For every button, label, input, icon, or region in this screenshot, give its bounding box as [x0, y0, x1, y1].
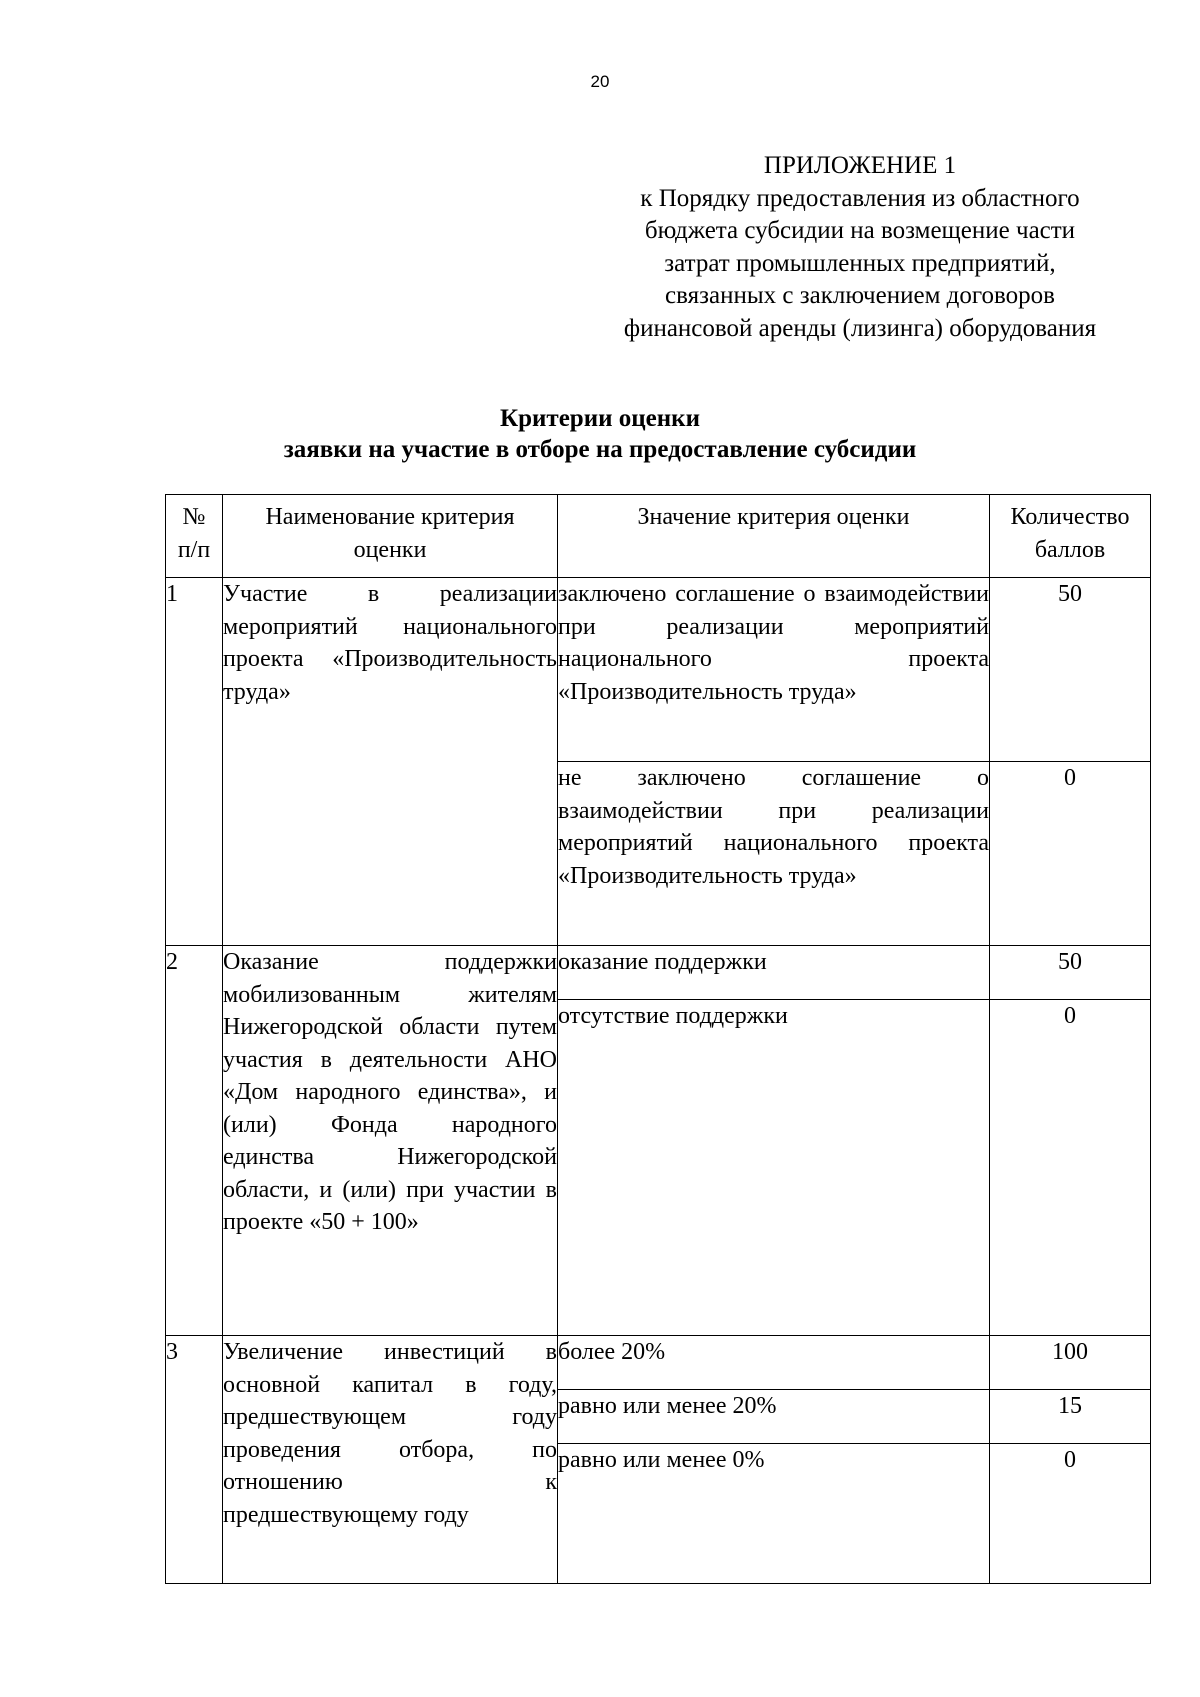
- table-row: [166, 946, 1151, 1000]
- appendix-line: затрат промышленных предприятий,: [664, 249, 1056, 277]
- appendix-line: бюджета субсидии на возмещение части: [644, 217, 1076, 244]
- header-name: Наименование критерия оценки: [223, 495, 558, 578]
- header-value: Значение критерия оценки: [558, 495, 990, 578]
- appendix-header: [540, 150, 1180, 345]
- appendix-line: к Порядку предоставления из областного: [640, 184, 1080, 212]
- criterion-value: заключено соглашение о взаимодействии при реализации мероприятий национального проекта «Производительность труда»: [558, 578, 990, 762]
- header-points: Количество баллов: [990, 495, 1151, 578]
- header-num: № п/п: [166, 495, 223, 578]
- criterion-points: 0: [990, 1444, 1151, 1584]
- criterion-value: не заключено соглашение о взаимодействии при реализации мероприятий национального проекта «Производительность труда»: [558, 762, 990, 946]
- criterion-points: 0: [990, 1000, 1151, 1336]
- appendix-line: связанных с заключением договоров: [665, 282, 1055, 309]
- criterion-number: 3: [166, 1336, 223, 1584]
- page-number: 20: [590, 72, 610, 91]
- criterion-value: равно или менее 0%: [558, 1444, 990, 1584]
- document-heading: [0, 403, 1200, 465]
- criterion-points: 100: [990, 1336, 1151, 1390]
- criterion-number: 2: [166, 946, 223, 1336]
- criterion-value: равно или менее 20%: [558, 1390, 990, 1444]
- appendix-title: ПРИЛОЖЕНИЕ 1: [763, 152, 957, 179]
- heading-line-1: Критерии оценки: [500, 405, 700, 432]
- criterion-name: Участие в реализации мероприятий национального проекта «Производительность труда»: [223, 578, 558, 946]
- criterion-value: оказание поддержки: [558, 946, 990, 1000]
- criterion-value: более 20%: [558, 1336, 990, 1390]
- criterion-points: 0: [990, 762, 1151, 946]
- appendix-line: финансовой аренды (лизинга) оборудования: [623, 314, 1097, 342]
- criterion-points: 50: [990, 578, 1151, 762]
- criterion-points: 15: [990, 1390, 1151, 1444]
- criteria-table: [165, 494, 1151, 1584]
- heading-line-2: заявки на участие в отборе на предоставление субсидии: [283, 436, 917, 463]
- criterion-name: Увеличение инвестиций в основной капитал в году, предшествующем году проведения отбора, по отношению к предшествующему году: [223, 1336, 558, 1584]
- criterion-value: отсутствие поддержки: [558, 1000, 990, 1336]
- criterion-points: 50: [990, 946, 1151, 1000]
- table-row: [166, 1336, 1151, 1390]
- table-header-row: [166, 495, 1151, 578]
- criterion-number: 1: [166, 578, 223, 946]
- table-row: [166, 578, 1151, 762]
- criterion-name: Оказание поддержки мобилизованным жителям Нижегородской области путем участия в деятельности АНО «Дом народного единства», и (или) Фонда народного единства Нижегородской области, и (или) при участии в проекте «50 + 100»: [223, 946, 558, 1336]
